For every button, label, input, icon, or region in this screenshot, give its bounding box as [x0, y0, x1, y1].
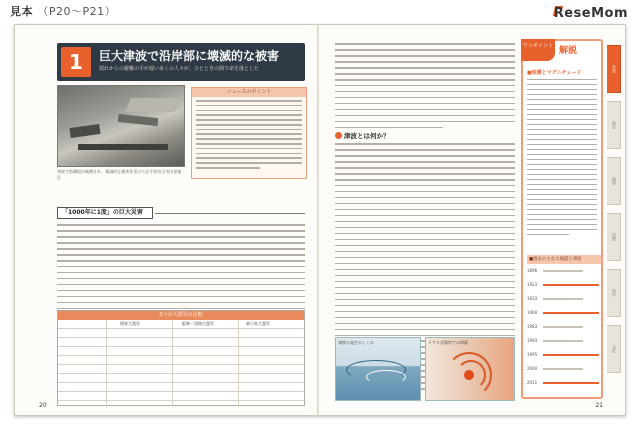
one-point-explanation-panel — [521, 39, 603, 399]
question-bullet-icon — [335, 132, 342, 139]
tsunami-mechanism-diagram — [335, 337, 421, 401]
news-point-title: ニュースのポイント — [192, 88, 306, 97]
timeline-row — [527, 351, 601, 360]
logo-text: ReseMom — [553, 6, 628, 21]
timeline-year: 2011 — [527, 380, 538, 385]
timeline-bar — [543, 368, 583, 370]
tsunami-damage-photo — [57, 85, 185, 167]
chapter-index-tabs — [607, 45, 621, 395]
chapter-subtitle: 揺れからの避難の手が遅い多くの人々が、ひとときの間で命を落とした — [99, 66, 260, 72]
index-tab[interactable]: 文化 — [607, 325, 621, 373]
section-heading: 「1000年に1度」の巨大災害 — [57, 207, 153, 219]
timeline-row — [527, 267, 601, 276]
left-body-text — [57, 224, 305, 320]
timeline-year: 1933 — [527, 296, 538, 301]
timeline-row — [527, 309, 601, 318]
book-spread — [14, 24, 626, 416]
index-tab[interactable]: 科学 — [607, 269, 621, 317]
news-point-box — [191, 87, 307, 179]
page-number-right: 21 — [595, 402, 603, 409]
index-tab[interactable]: 国際 — [607, 213, 621, 261]
chapter-number: 1 — [61, 47, 91, 77]
timeline-bar — [543, 312, 599, 314]
timeline-row — [527, 379, 601, 388]
timeline-bar — [543, 340, 583, 342]
timeline-bar — [543, 284, 599, 286]
timeline-row — [527, 323, 601, 332]
epicenter-icon — [464, 370, 474, 380]
left-page — [15, 25, 318, 415]
header-title — [10, 3, 116, 19]
header-label: 見本 — [10, 5, 33, 18]
timeline-year: 1923 — [527, 282, 538, 287]
index-tab[interactable]: 社会 — [607, 45, 621, 93]
timeline-bar — [543, 270, 583, 272]
timeline-row — [527, 295, 601, 304]
timeline-row — [527, 337, 601, 346]
news-point-text — [196, 100, 302, 172]
one-point-badge: ワンポイント — [521, 39, 555, 61]
timeline-row — [527, 281, 601, 290]
question-heading: 津波とは何か？ — [335, 131, 390, 140]
chapter-banner — [57, 43, 305, 81]
table-col-header: 関東大震災 — [120, 321, 140, 326]
header-pages: （P20〜P21） — [37, 5, 117, 18]
side-text — [527, 79, 597, 239]
timeline-year: 1993 — [527, 338, 538, 343]
explanation-title: 解説 — [559, 46, 578, 56]
wave-icon — [366, 370, 406, 384]
diagram-title: リアス式海岸での津波 — [428, 340, 468, 345]
ria-coast-diagram — [425, 337, 515, 401]
table-grid — [58, 320, 304, 407]
chapter-title: 巨大津波で沿岸部に壊滅的な被害 — [99, 49, 280, 63]
timeline-year: 1995 — [527, 352, 538, 357]
timeline-bar — [543, 354, 599, 356]
earthquake-comparison-table — [57, 310, 305, 406]
right-body-text-top — [335, 43, 515, 133]
timeline-row — [527, 365, 601, 374]
timeline-year: 1896 — [527, 268, 538, 273]
timeline-heading: ■過去の主な大地震と津波 — [527, 255, 601, 264]
timeline-year: 1960 — [527, 310, 538, 315]
table-col-header: 阪神・淡路大震災 — [182, 321, 214, 326]
diagram-title: 津波の発生のしくみ — [338, 340, 374, 345]
section-rule — [155, 213, 305, 214]
timeline-year: 1983 — [527, 324, 538, 329]
page-number-left: 20 — [39, 402, 47, 409]
table-caption: 3つの大震災の比較 — [58, 311, 304, 320]
timeline-year: 2004 — [527, 366, 538, 371]
timeline-bar — [543, 298, 583, 300]
index-tab[interactable]: 経済 — [607, 157, 621, 205]
photo-caption: 津波で防潮堤が破壊され、壊滅的な被害を受けた岩手県宮古市田老地区 — [57, 169, 182, 180]
timeline-bar — [543, 382, 599, 384]
side-heading: ■地震とマグニチュード — [527, 70, 582, 76]
right-page — [319, 25, 625, 415]
header — [0, 0, 640, 22]
table-col-header: 東日本大震災 — [246, 321, 270, 326]
index-tab[interactable]: 政治 — [607, 101, 621, 149]
timeline-bar — [543, 326, 583, 328]
